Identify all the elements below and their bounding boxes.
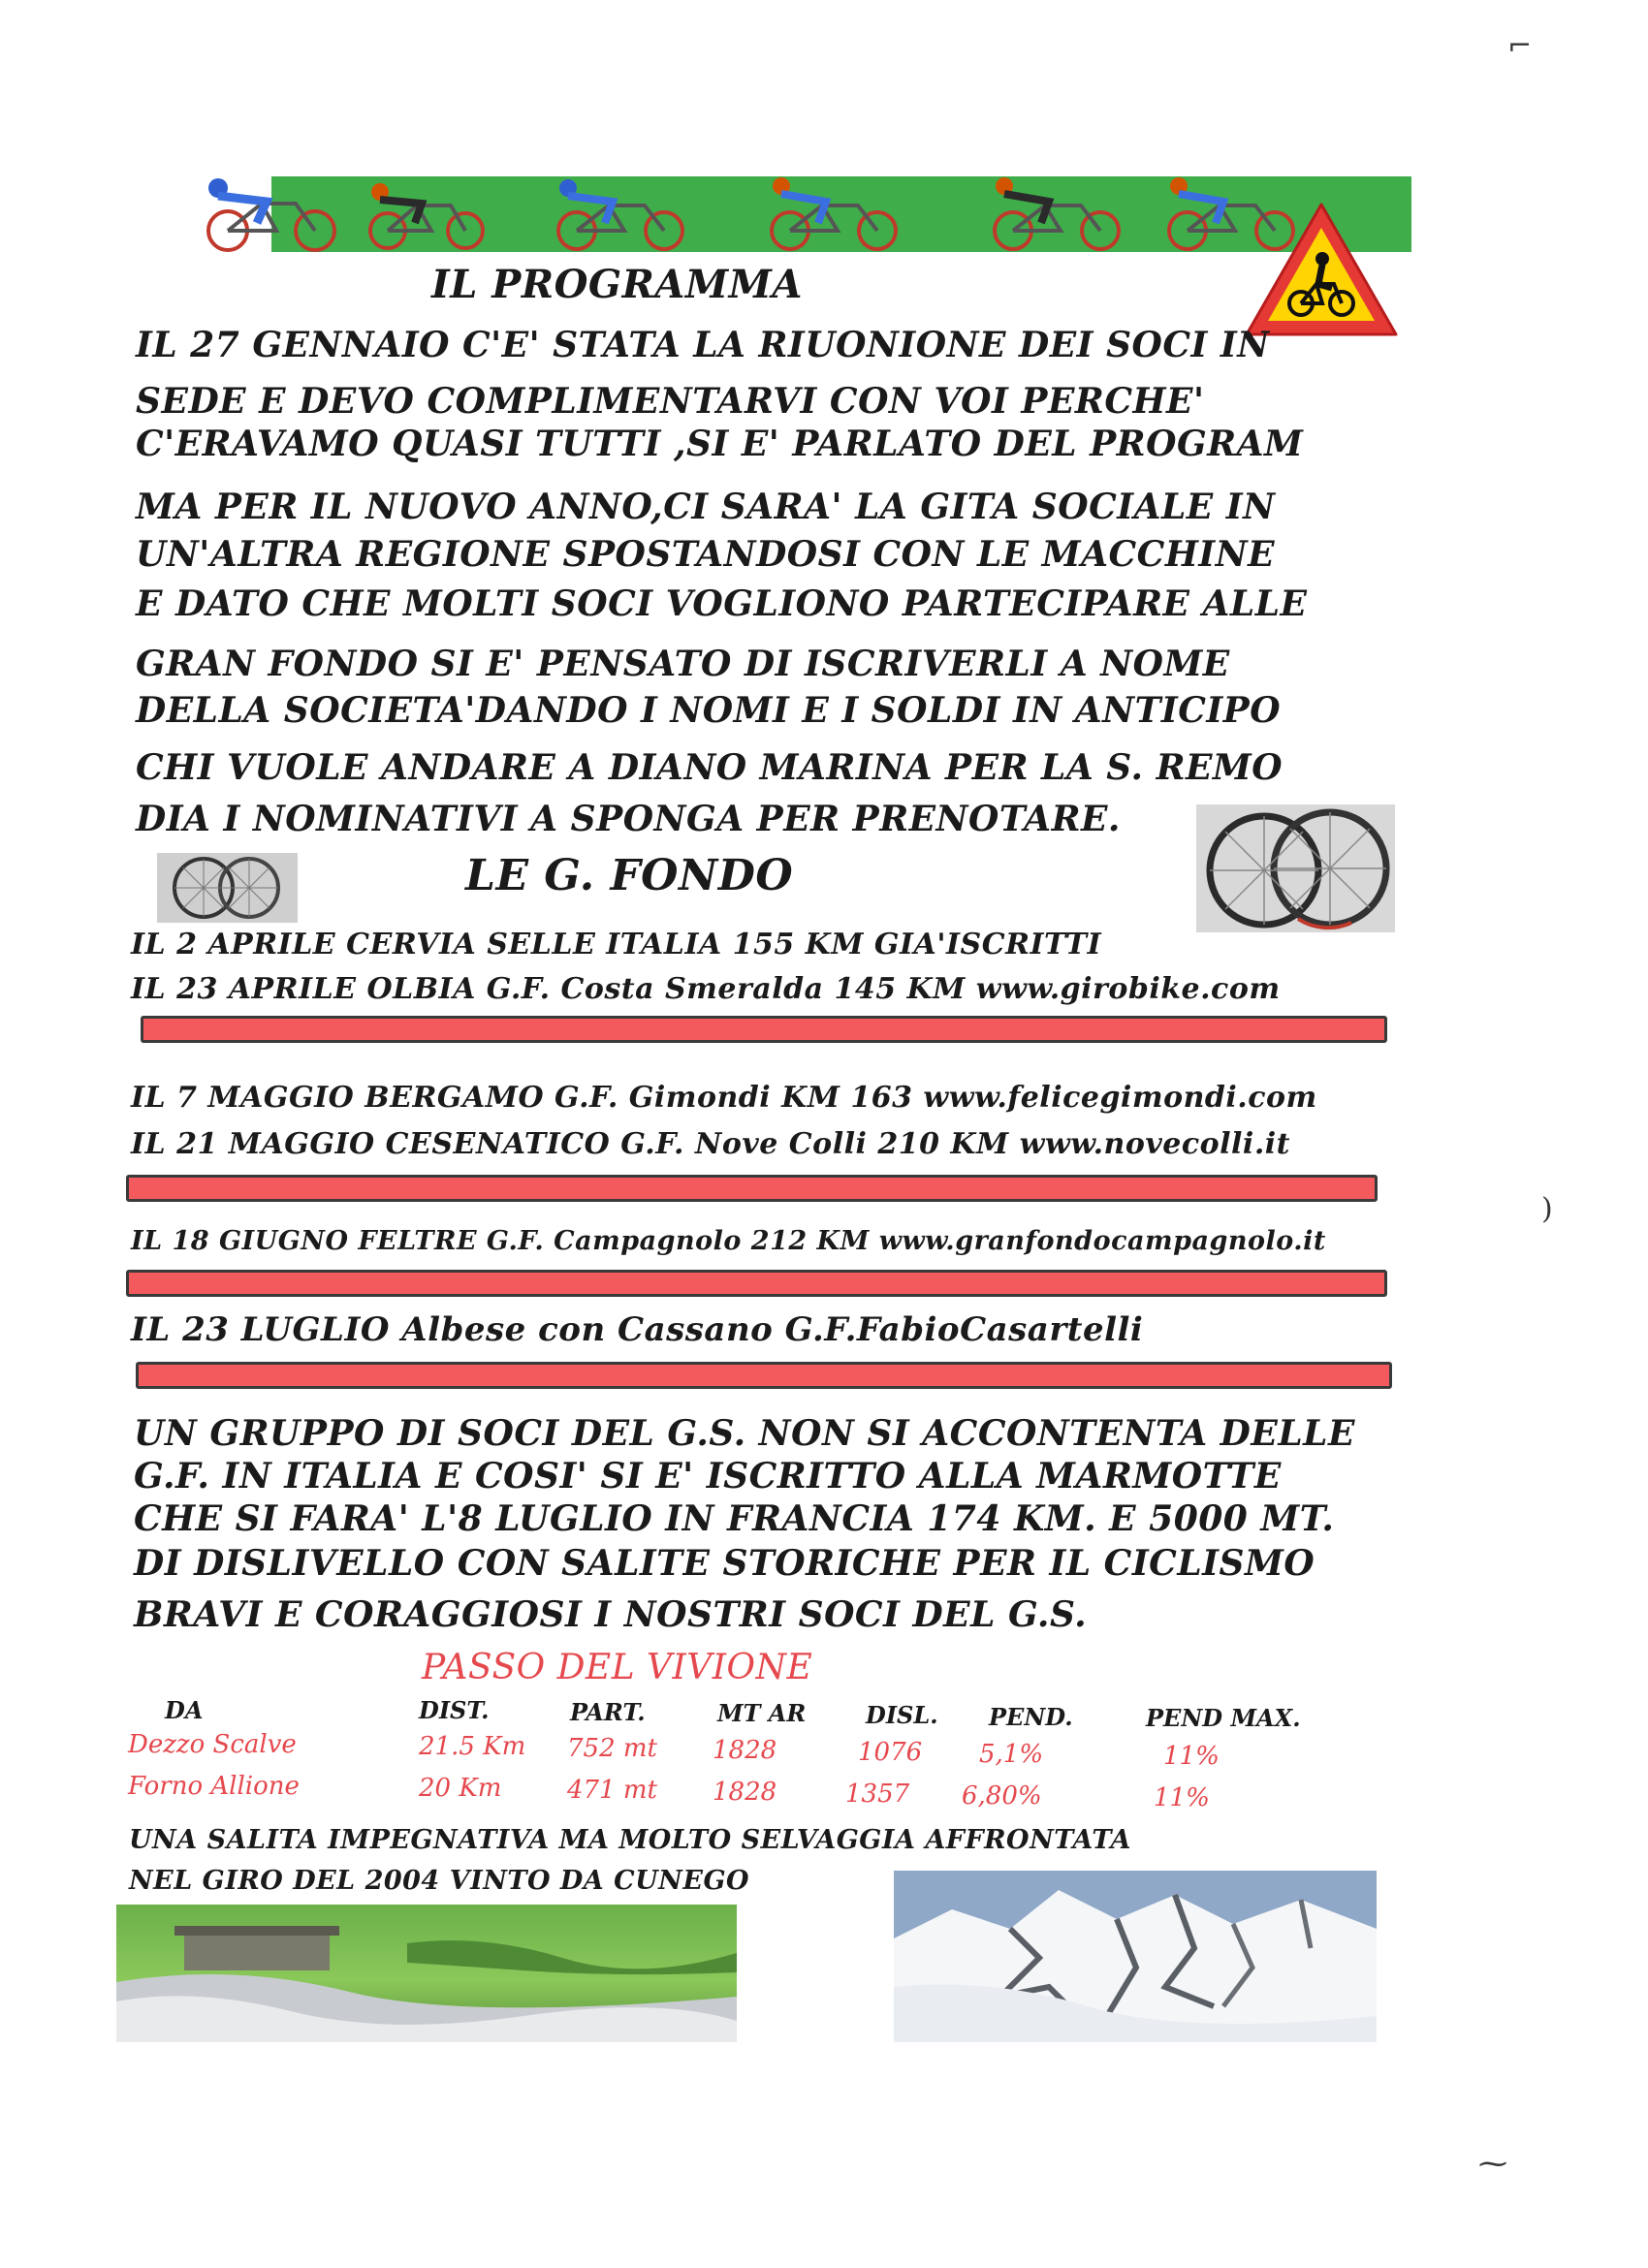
table-header: PART.: [570, 1698, 646, 1726]
group-line: CHE SI FARA' L'8 LUGLIO IN FRANCIA 174 KM. E 5000 MT.: [134, 1498, 1335, 1539]
intro-line: C'ERAVAMO QUASI TUTTI ,SI E' PARLATO DEL PROGRAM: [136, 424, 1304, 464]
granfondo-entry: IL 18 GIUGNO FELTRE G.F. Campagnolo 212 KM www.granfondocampagnolo.it: [131, 1226, 1326, 1256]
red-divider: [126, 1270, 1387, 1297]
table-cell: 6,80%: [962, 1781, 1042, 1811]
cyclist-icon: [979, 174, 1144, 252]
scan-mark: ): [1541, 1192, 1553, 1226]
granfondo-entry: IL 23 LUGLIO Albese con Cassano G.F.FabioCasartelli: [131, 1310, 1144, 1349]
table-header: PEND MAX.: [1146, 1704, 1301, 1732]
intro-line: MA PER IL NUOVO ANNO,CI SARA' LA GITA SOCIALE IN: [136, 487, 1276, 527]
red-divider: [141, 1016, 1387, 1043]
granfondo-entry: IL 21 MAGGIO CESENATICO G.F. Nove Colli 210 KM www.novecolli.it: [131, 1127, 1291, 1161]
mountain-photo: [894, 1871, 1377, 2042]
intro-line: UN'ALTRA REGIONE SPOSTANDOSI CON LE MACCHINE: [136, 534, 1276, 575]
table-cell: 21.5 Km: [419, 1732, 526, 1761]
table-cell: Dezzo Scalve: [128, 1730, 297, 1759]
table-header: MT AR: [717, 1699, 807, 1727]
scan-mark: ⌐: [1507, 29, 1533, 63]
intro-line: CHI VUOLE ANDARE A DIANO MARINA PER LA S. REMO: [136, 747, 1284, 788]
group-line: UN GRUPPO DI SOCI DEL G.S. NON SI ACCONTENTA DELLE: [134, 1413, 1355, 1454]
intro-line: GRAN FONDO SI E' PENSATO DI ISCRIVERLI A NOME: [136, 644, 1230, 684]
granfondo-entry: IL 2 APRILE CERVIA SELLE ITALIA 155 KM GIA'ISCRITTI: [131, 928, 1102, 961]
intro-line: E DATO CHE MOLTI SOCI VOGLIONO PARTECIPARE ALLE: [136, 583, 1308, 624]
granfondo-entry: IL 23 APRILE OLBIA G.F. Costa Smeralda 145 KM www.girobike.com: [131, 972, 1281, 1006]
intro-line: IL 27 GENNAIO C'E' STATA LA RIUONIONE DEI SOCI IN: [136, 325, 1270, 365]
group-line: BRAVI E CORAGGIOSI I NOSTRI SOCI DEL G.S.: [134, 1594, 1088, 1635]
scan-mark: ⁓: [1478, 2147, 1507, 2181]
page-title: IL PROGRAMMA: [431, 262, 803, 307]
passo-title: PASSO DEL VIVIONE: [422, 1648, 813, 1687]
closing-line: NEL GIRO DEL 2004 VINTO DA CUNEGO: [129, 1866, 750, 1896]
table-cell: 11%: [1154, 1783, 1210, 1812]
intro-line: DIA I NOMINATIVI A SPONGA PER PRENOTARE.: [136, 799, 1121, 839]
closing-line: UNA SALITA IMPEGNATIVA MA MOLTO SELVAGGIA AFFRONTATA: [129, 1825, 1131, 1855]
valley-photo: [116, 1905, 737, 2042]
group-line: DI DISLIVELLO CON SALITE STORICHE PER IL CICLISMO: [134, 1543, 1315, 1584]
table-header: PEND.: [989, 1703, 1073, 1731]
table-cell: 20 Km: [419, 1774, 502, 1803]
table-cell: 1357: [845, 1780, 910, 1809]
cyclist-icon: [189, 174, 373, 252]
table-cell: 1828: [713, 1736, 777, 1765]
section-title: LE G. FONDO: [465, 851, 794, 900]
table-cell: 5,1%: [979, 1740, 1044, 1769]
table-cell: 752 mt: [567, 1734, 657, 1763]
intro-line: SEDE E DEVO COMPLIMENTARVI CON VOI PERCHE': [136, 381, 1205, 422]
table-header: DA: [165, 1696, 204, 1724]
cyclist-icon: [359, 174, 504, 252]
table-cell: 471 mt: [567, 1776, 657, 1805]
table-cell: 1828: [713, 1778, 777, 1807]
bicycle-wheel-icon: [1196, 804, 1395, 932]
table-cell: 1076: [858, 1738, 923, 1767]
red-divider: [136, 1362, 1392, 1389]
cyclist-icon: [756, 174, 921, 252]
bicycle-wheel-icon: [157, 853, 298, 923]
table-header: DIST.: [419, 1696, 490, 1724]
table-cell: 11%: [1163, 1742, 1220, 1771]
red-divider: [126, 1175, 1378, 1202]
group-line: G.F. IN ITALIA E COSI' SI E' ISCRITTO ALLA MARMOTTE: [134, 1456, 1282, 1496]
intro-line: DELLA SOCIETA'DANDO I NOMI E I SOLDI IN ANTICIPO: [136, 690, 1282, 731]
table-cell: Forno Allione: [128, 1772, 300, 1801]
cyclist-icon: [543, 174, 708, 252]
table-header: DISL.: [866, 1701, 938, 1729]
granfondo-entry: IL 7 MAGGIO BERGAMO G.F. Gimondi KM 163 www.felicegimondi.com: [131, 1081, 1317, 1115]
bicycle-warning-sign-icon: [1241, 199, 1402, 340]
